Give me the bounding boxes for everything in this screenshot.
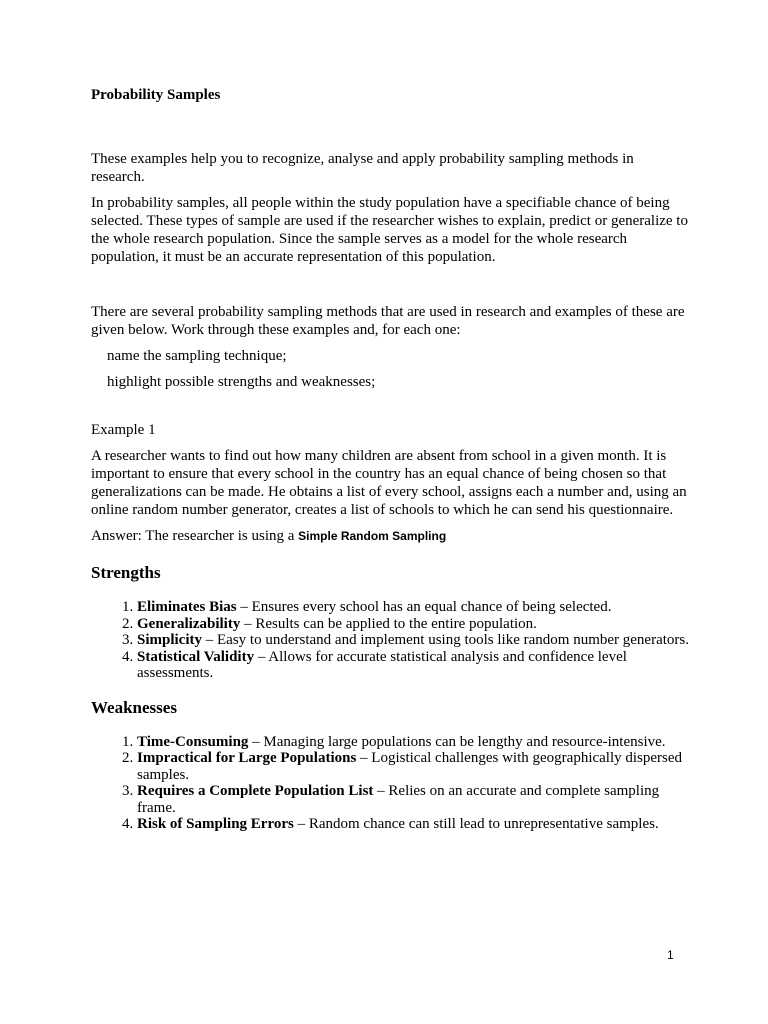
weakness-item — [137, 816, 691, 833]
strength-item-term: Generalizability — [137, 615, 241, 632]
task-item-2: highlight possible strengths and weaknesses; — [107, 374, 376, 390]
answer-prefix: Answer: The researcher is using a — [91, 528, 299, 544]
strength-item — [137, 616, 691, 633]
weakness-item-term: Risk of Sampling Errors — [137, 816, 294, 832]
strength-item — [137, 599, 691, 616]
strength-item-term: Statistical Validity — [137, 648, 255, 665]
weakness-item-description: – Random chance can still lead to unrepresentative samples. — [293, 816, 659, 832]
task-item-1: name the sampling technique; — [107, 348, 287, 364]
answer-value: Simple Random Sampling — [298, 529, 447, 543]
weakness-item — [137, 734, 691, 751]
intro-paragraph-1: These examples help you to recognize, analyse and apply probability sampling methods in research. — [91, 151, 634, 185]
weakness-item-term: Requires a Complete Population List — [137, 783, 374, 799]
example-heading: Example 1 — [91, 422, 156, 438]
strength-item-description: – Ensures every school has an equal chance of being selected. — [236, 599, 612, 615]
strength-item — [137, 649, 691, 682]
weaknesses-heading: Weaknesses — [91, 697, 177, 717]
document-body — [91, 86, 691, 833]
intro-paragraph-3: There are several probability sampling methods that are used in research and examples of these are given below. Work through these examples and, for each one: — [91, 304, 685, 338]
intro-paragraph-2: In probability samples, all people within the study population have a specifiable chance of being selected. These types of sample are used if the researcher wishes to explain, predict or generalize to the whole research population. Since the sample serves as a model for the whole research population, it must be an accurate representation of this population. — [91, 195, 688, 265]
weaknesses-list — [91, 734, 691, 833]
strength-item-term: Simplicity — [137, 632, 203, 648]
strength-item-description: – Easy to understand and implement using tools like random number generators. — [202, 632, 689, 648]
strengths-list — [91, 599, 691, 682]
strength-item-term: Eliminates Bias — [137, 599, 237, 615]
weakness-item-term: Impractical for Large Populations — [137, 750, 357, 766]
strength-item-description: – Results can be applied to the entire population. — [240, 615, 537, 632]
strength-item-description: – Allows for accurate statistical analysis and confidence level assessments. — [137, 648, 627, 681]
strength-item — [137, 632, 691, 649]
example-text: A researcher wants to find out how many children are absent from school in a given month. It is important to ensure that every school in the country has an equal chance of being chosen so that generalizations can be made. He obtains a list of every school, assigns each a number and, using an online random number generator, creates a list of schools to which he can send his questionnaire. — [91, 448, 687, 518]
page-number: 1 — [667, 948, 674, 962]
weakness-item — [137, 750, 691, 783]
weakness-item-description: – Logistical challenges with geographically dispersed samples. — [137, 750, 683, 783]
weakness-item — [137, 783, 691, 816]
weakness-item-description: – Managing large populations can be lengthy and resource-intensive. — [248, 733, 666, 750]
strengths-heading: Strengths — [91, 563, 161, 582]
answer-line — [91, 527, 691, 545]
weakness-item-description: – Relies on an accurate and complete sampling frame. — [137, 783, 660, 816]
weakness-item-term: Time-Consuming — [137, 733, 249, 750]
document-title: Probability Samples — [91, 87, 221, 103]
